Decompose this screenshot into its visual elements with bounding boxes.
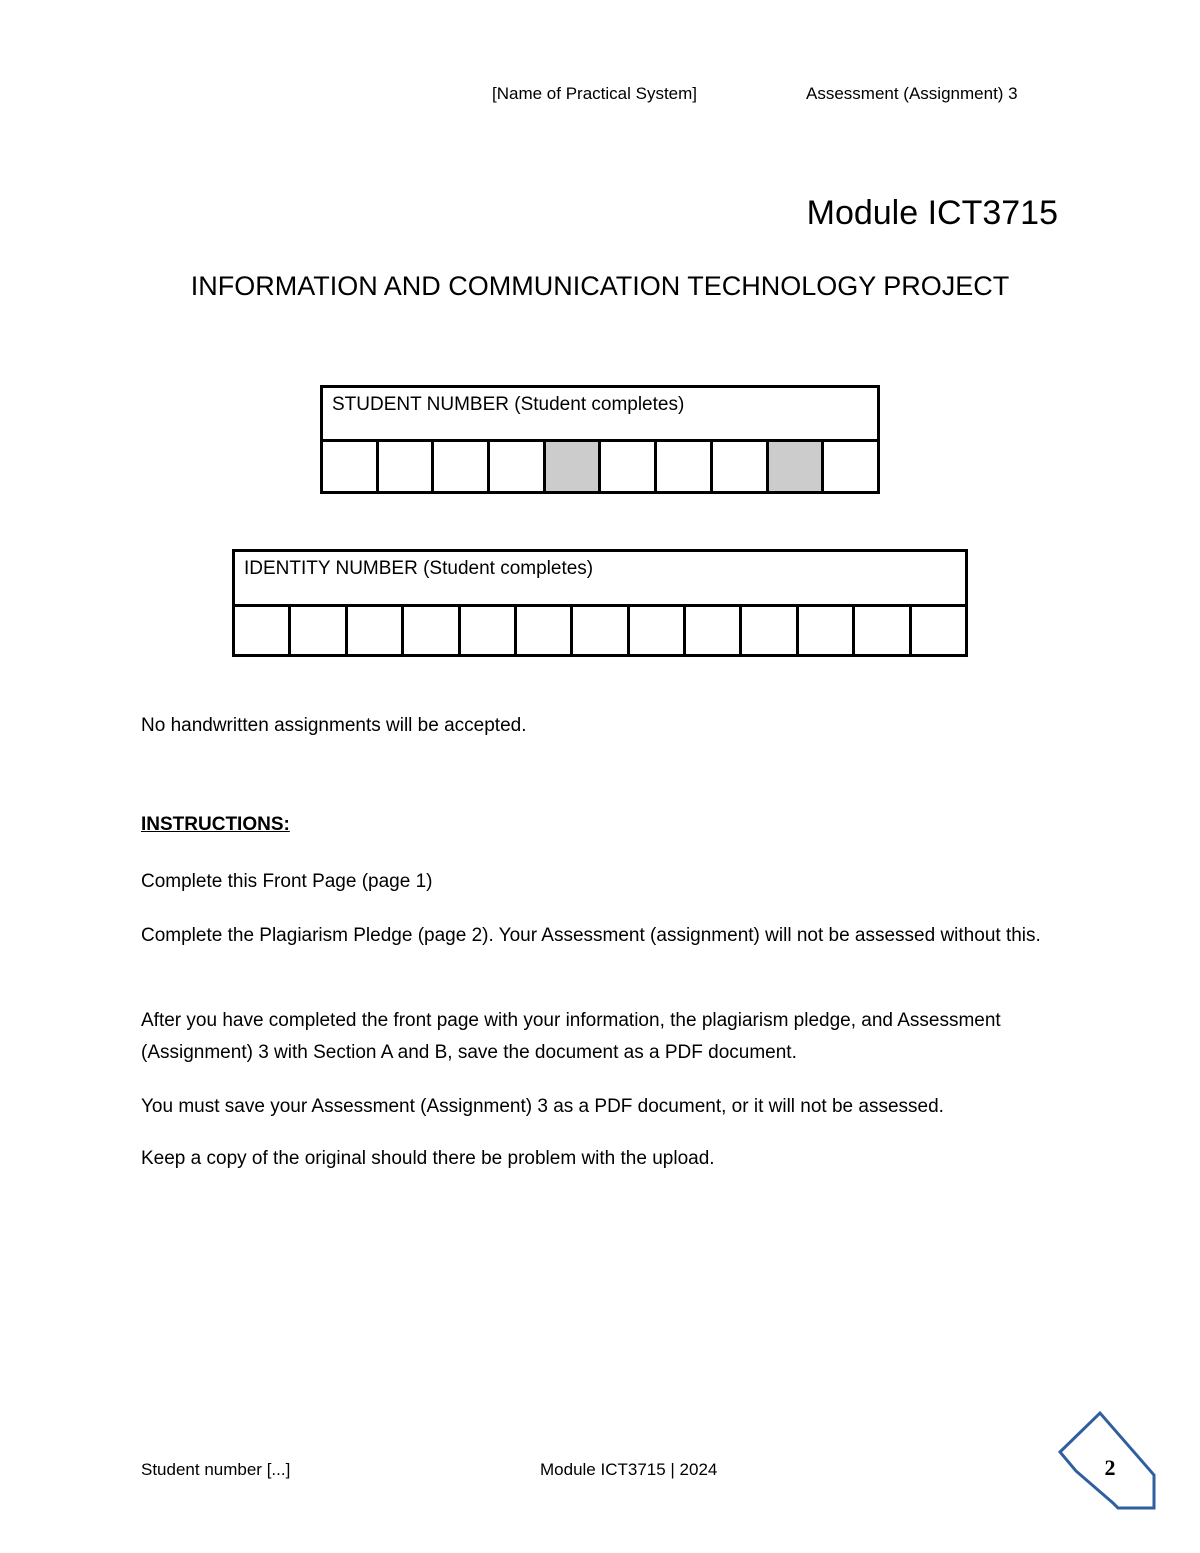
project-title: INFORMATION AND COMMUNICATION TECHNOLOGY PROJECT <box>190 271 1010 301</box>
instruction-item: After you have completed the front page with your information, the plagiarism pledge, and Assessment (Assignment) 3 with Section A and B, save the document as a PDF document. <box>141 1010 1001 1063</box>
student-number-digit-cell[interactable] <box>711 441 767 493</box>
student-number-digit-cell[interactable] <box>656 441 712 493</box>
footer-student-number: Student number [...] <box>141 1460 291 1479</box>
module-title: Module ICT3715 <box>806 194 1058 232</box>
header-system-name: [Name of Practical System] <box>492 84 698 103</box>
instruction-item: You must save your Assessment (Assignment) 3 as a PDF document, or it will not be assessed. <box>141 1096 944 1117</box>
student-number-box <box>320 385 880 494</box>
student-number-digit-cell[interactable] <box>544 441 600 493</box>
identity-number-digit-cell[interactable] <box>572 606 628 656</box>
identity-number-digit-cell[interactable] <box>290 606 346 656</box>
instruction-item: Keep a copy of the original should there be problem with the upload. <box>141 1148 715 1169</box>
identity-number-digit-cell[interactable] <box>628 606 684 656</box>
identity-number-digit-cell[interactable] <box>741 606 797 656</box>
instruction-item: Complete the Plagiarism Pledge (page 2). Your Assessment (assignment) will not be assessed without this. <box>141 925 1041 946</box>
footer-module-year: Module ICT3715 | 2024 <box>540 1460 718 1479</box>
instructions-heading: INSTRUCTIONS: <box>141 814 290 835</box>
identity-number-digit-cell[interactable] <box>403 606 459 656</box>
student-number-digit-cell[interactable] <box>600 441 656 493</box>
student-number-digit-cell[interactable] <box>433 441 489 493</box>
page-number-badge <box>1052 1405 1162 1515</box>
identity-number-digit-cell[interactable] <box>459 606 515 656</box>
student-number-label: STUDENT NUMBER (Student completes) <box>322 387 879 441</box>
header-assessment: Assessment (Assignment) 3 <box>806 84 1018 103</box>
student-number-digit-cell[interactable] <box>823 441 879 493</box>
identity-number-digit-cell[interactable] <box>685 606 741 656</box>
no-handwritten-notice: No handwritten assignments will be accepted. <box>141 715 527 736</box>
identity-number-digit-cell[interactable] <box>515 606 571 656</box>
identity-number-digit-cell[interactable] <box>910 606 967 656</box>
identity-number-digit-cell[interactable] <box>346 606 402 656</box>
student-number-digit-cell[interactable] <box>322 441 378 493</box>
page-number: 2 <box>1104 1455 1116 1480</box>
identity-number-digit-cell[interactable] <box>234 606 290 656</box>
instruction-item: Complete this Front Page (page 1) <box>141 871 433 892</box>
student-number-digit-cell[interactable] <box>489 441 545 493</box>
identity-number-digit-cell[interactable] <box>797 606 853 656</box>
student-number-digit-cell[interactable] <box>767 441 823 493</box>
identity-number-label: IDENTITY NUMBER (Student completes) <box>234 551 967 606</box>
identity-number-digit-cell[interactable] <box>854 606 910 656</box>
identity-number-box <box>232 549 968 657</box>
student-number-digit-cell[interactable] <box>377 441 433 493</box>
